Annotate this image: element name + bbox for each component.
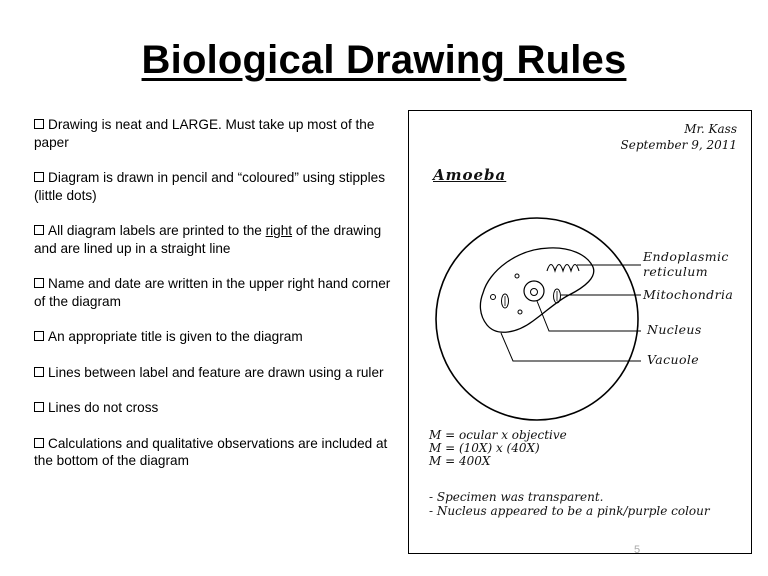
checkbox-icon: [34, 402, 44, 412]
rule-item: Name and date are written in the upper right hand corner of the diagram: [34, 276, 391, 309]
checkbox-icon: [34, 438, 44, 448]
author-date: [621, 121, 737, 153]
page-number: 5: [634, 544, 641, 556]
rule-item: All diagram labels are printed to the right of the drawing and are lined up in a straight line: [34, 223, 382, 256]
rule-item: Lines between label and feature are drawn using a ruler: [34, 364, 396, 382]
vacuole: [515, 274, 519, 278]
checkbox-icon: [34, 172, 44, 182]
specimen-title: Amoeba: [433, 166, 507, 184]
drawing-date: September 9, 2011: [620, 138, 737, 152]
nucleolus: [531, 289, 538, 296]
author-name: Mr. Kass: [684, 122, 737, 136]
rule-item: Calculations and qualitative observations are included at the bottom of the diagram: [34, 435, 388, 468]
rule-item: An appropriate title is given to the diagram: [34, 328, 396, 346]
checkbox-icon: [34, 278, 44, 288]
label-vacuole: Vacuole: [647, 352, 700, 367]
rule-item: Diagram is drawn in pencil and “coloured” using stipples (little dots): [34, 170, 385, 203]
rule-item: Drawing is neat and LARGE. Must take up most of the paper: [34, 117, 375, 150]
label-endoplasmic-reticulum: Endoplasmic reticulum: [643, 249, 729, 279]
example-drawing-card: [408, 110, 752, 554]
checkbox-icon: [34, 119, 44, 129]
checkbox-icon: [34, 367, 44, 377]
checkbox-icon: [34, 331, 44, 341]
vacuole: [518, 310, 522, 314]
rule-item: Lines do not cross: [34, 399, 396, 417]
rules-list: [34, 116, 396, 488]
endoplasmic-reticulum: [547, 265, 579, 272]
vacuole: [491, 295, 496, 300]
qualitative-observations: - Specimen was transparent. - Nucleus appeared to be a pink/purple colour: [429, 490, 710, 518]
nucleus: [524, 281, 544, 301]
field-of-view-circle: [436, 218, 638, 420]
slide-title: Biological Drawing Rules: [141, 38, 627, 82]
label-mitochondria: Mitochondria: [643, 287, 734, 302]
magnification-calculations: M = ocular x objective M = (10X) x (40X) M = 400X: [429, 428, 567, 468]
vacuole-label-line: [501, 333, 641, 361]
checkbox-icon: [34, 225, 44, 235]
label-nucleus: Nucleus: [647, 322, 702, 337]
